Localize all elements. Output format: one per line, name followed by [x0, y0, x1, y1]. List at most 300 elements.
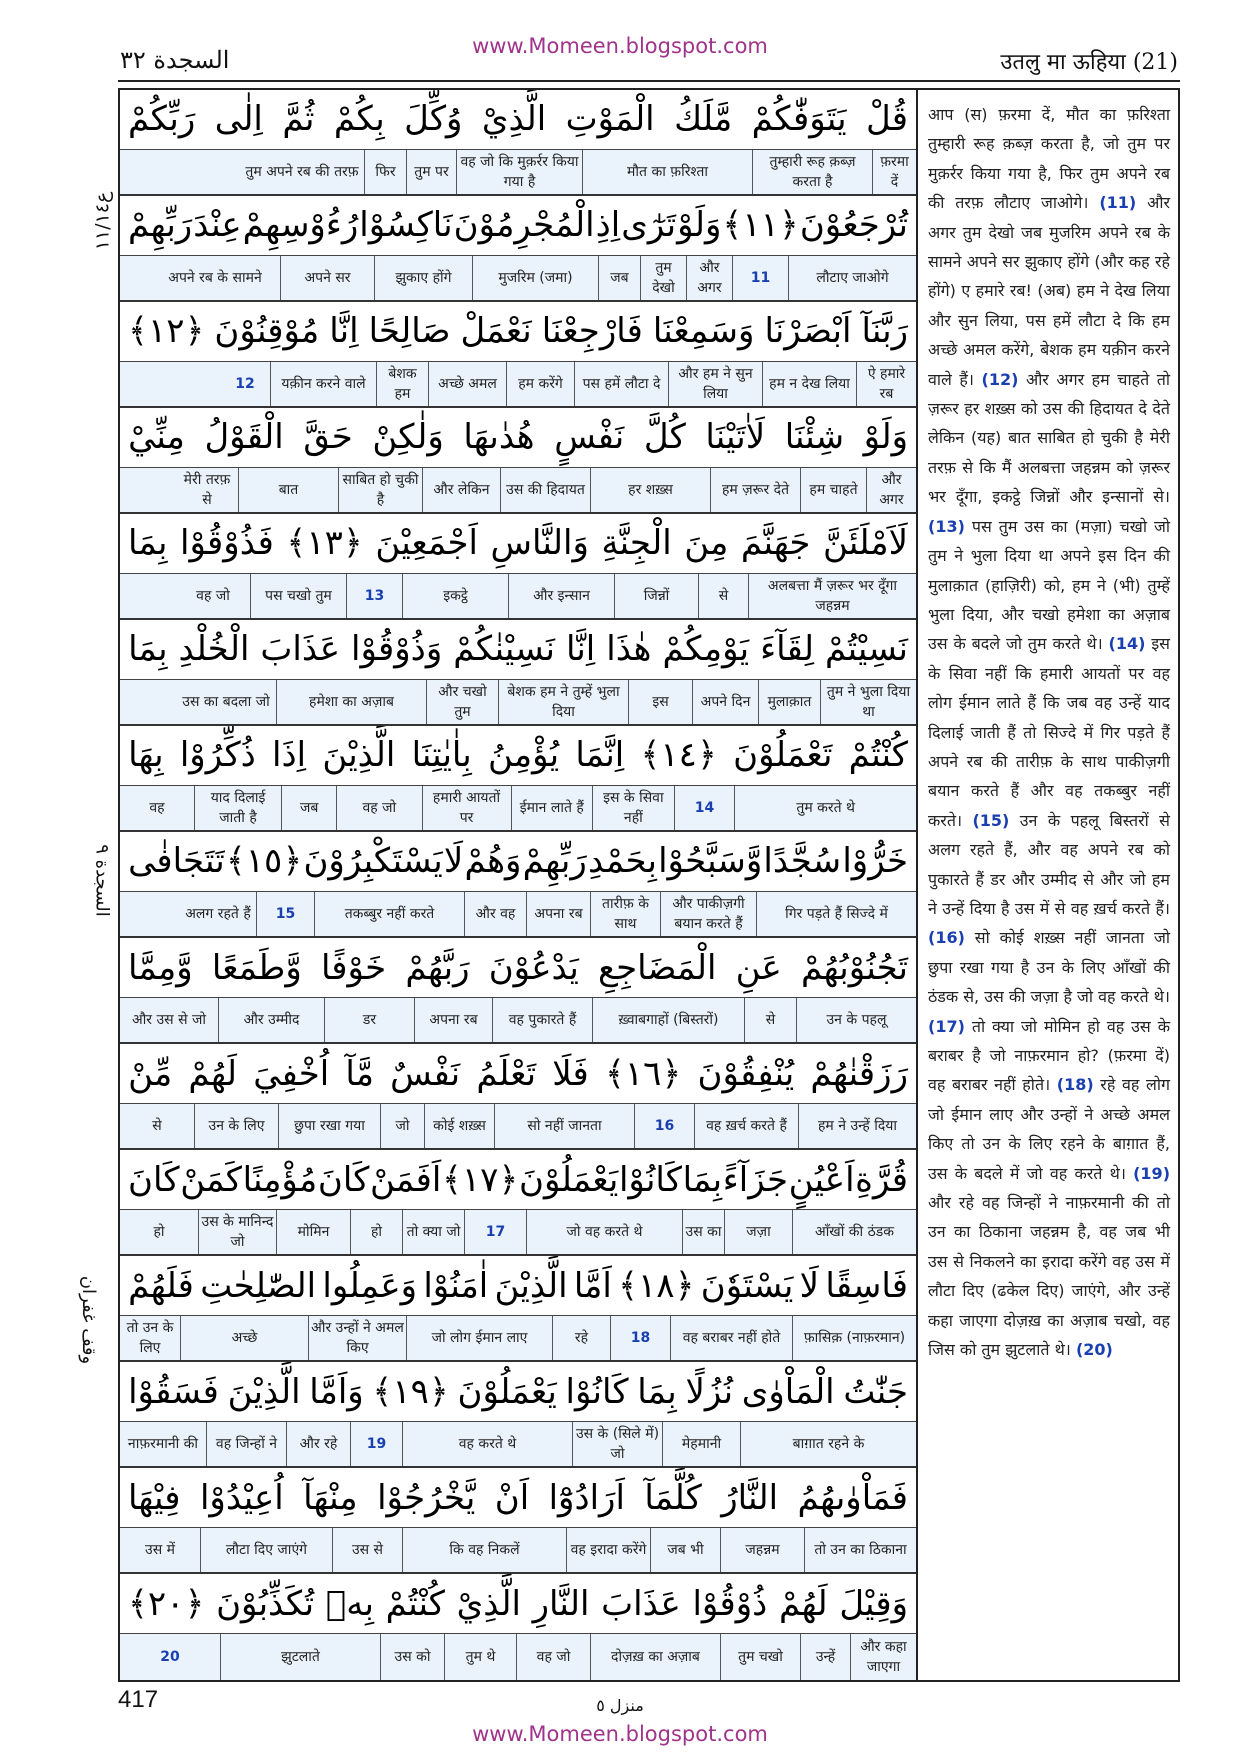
word-meaning: तो उन के लिए [126, 1320, 174, 1357]
word-meaning: मौत का फ़रिश्ता [582, 150, 752, 195]
word-meaning: तो उन का ठिकाना [804, 1528, 916, 1573]
arabic-word: تَعْلَمُ [476, 1053, 537, 1094]
arabic-word: رَبِّهِمْ [128, 205, 193, 246]
arabic-word: الْمُجْرِمُوْنَ [453, 205, 595, 246]
verse-number: (12) [981, 369, 1019, 389]
word-meaning: मुजरिम (जमा) [472, 256, 598, 301]
word-meaning: रहे [552, 1316, 610, 1361]
word-translation-row [120, 1422, 916, 1469]
word-meaning: हम न देख लिया [762, 362, 856, 407]
arabic-word: فَذُوْقُوْا [180, 523, 274, 564]
arabic-word: بِهٖ [325, 1583, 374, 1624]
arabic-word: عِنْدَ [193, 205, 242, 246]
arabic-word: فَلَهُمْ [128, 1265, 194, 1306]
arabic-word: خَوْفًا [320, 947, 387, 988]
arabic-word: فَلَا [552, 1053, 589, 1094]
word-translation-row [120, 786, 916, 833]
arabic-word: مِّنْ [128, 1053, 173, 1094]
arabic-word: اَفَمَنْ [370, 1159, 442, 1200]
arabic-word: مِنْهَآ [303, 1477, 358, 1518]
arabic-word: بِكُمْ [333, 99, 385, 140]
word-translation-row [120, 680, 916, 727]
word-meaning: पस हमें लौटा दे [574, 362, 668, 407]
arabic-word: يَسْتَكْبِرُوْنَ [303, 841, 443, 882]
word-meaning: फ़रमा दें [872, 150, 916, 195]
word-meaning: डर [324, 998, 414, 1043]
arabic-word: ﴿١٢﴾ [128, 311, 205, 352]
word-meaning: हम ने उन्हें दिया [798, 1104, 916, 1149]
arabic-word: وَّطَمَعًا [211, 947, 302, 988]
word-meaning: झुटलाते [220, 1634, 380, 1680]
arabic-word: قُرَّةِ [855, 1159, 908, 1200]
verse-number: (18) [1056, 1075, 1094, 1095]
arabic-word: نَعْمَلْ [460, 311, 532, 352]
verse-number: (16) [928, 928, 965, 948]
arabic-word: لَا [799, 1265, 820, 1306]
arabic-word: وَلٰكِنْ [372, 417, 444, 458]
word-meaning: अच्छे [180, 1316, 308, 1361]
translation-text: और रहे वह जिन्हों ने नाफ़रमानी की तो उन का ठिकाना जहन्नम है, वह जब भी उस से निकलने का इरादा करेंगे वह उस में लौटा दिए (ढकेल दिए) जाएंगे, और उन्हें कहा जाएगा दोज़ख़ का अज़ाब चखो, वह जिस को तुम झुटलाते थे। [928, 1193, 1170, 1360]
arabic-word: ذُوْقُوْا [692, 1583, 768, 1624]
arabic-word: بِمَا [682, 1159, 723, 1200]
arabic-word: اِنَّا [329, 311, 359, 352]
verse-number: 20 [160, 1649, 180, 1666]
translation-text: पस तुम उस का (मज़ा) चखो जो तुम ने भुला दिया था अपने इस दिन की मुलाक़ात (हाज़िरी) को, हम ने (भी) तुम्हें भुला दिया, और चखो हमेशा का अज़ाब उस के बदले जो तुम करते थे। [928, 516, 1170, 654]
translation-text: और अगर हम चाहते तो ज़रूर हर शख़्स को उस की हिदायत दे देते लेकिन (यह) बात साबित हो चुकी है मेरी तरफ़ से कि मैं अलबत्ता जहन्नम को ज़रूर भर दूँगा, इकट्ठे जिन्नों और इन्सानों से। [928, 369, 1170, 507]
arabic-word: وَعَمِلُوا [322, 1265, 418, 1306]
arabic-word: رُءُوْسِهِمْ [242, 205, 359, 246]
translation-text: सो कोई शख़्स नहीं जानता जो छुपा रखा गया है उन के लिए आँखों की ठंडक से, उस की जज़ा है जो वह करते थे। [928, 928, 1170, 1007]
word-meaning: उस में [145, 1542, 175, 1559]
translation-panel [918, 88, 1180, 1682]
arabic-word: لَاٰتَيْنَا [705, 417, 766, 458]
arabic-word: كَمَنْ [180, 1159, 242, 1200]
arabic-word: تُرْجَعُوْنَ [799, 205, 908, 246]
arabic-word: الَّذِيْنَ [227, 1371, 301, 1412]
word-meaning: तुम ने भुला दिया था [820, 680, 916, 725]
arabic-word: مَّلَكُ [674, 99, 733, 140]
page-number: 417 [118, 1686, 159, 1713]
juz-header: उतलु मा ऊहिया (21) [1000, 50, 1178, 75]
word-meaning: और इन्सान [508, 574, 614, 619]
word-meaning: अपने दिन [692, 680, 758, 725]
translation-text: उन के पहलू बिस्तरों से अलग रहते हैं, और वह अपने रब को पुकारते हैं डर और उम्मीद से और जो हम ने उन्हें दिया है उस में से वह ख़र्च करते हैं। [928, 810, 1170, 918]
arabic-word: مَّآ [345, 1053, 374, 1094]
word-meaning: वह जो कि मुक़र्रर किया गया है [456, 150, 582, 195]
word-meaning: जिन्नों [614, 574, 698, 619]
arabic-line [120, 832, 916, 892]
word-translation-row [120, 998, 916, 1045]
verse-number: 12 [235, 375, 255, 392]
arabic-word: ﴿١٧﴾ [441, 1159, 519, 1200]
arabic-word: لَا [443, 841, 464, 882]
word-translation-row [120, 1210, 916, 1257]
arabic-word: بِمَا [637, 1371, 677, 1412]
arabic-word: كُلَّمَآ [644, 1477, 702, 1518]
word-meaning: तुम चखो [720, 1634, 800, 1680]
word-meaning: और लेकिन [422, 468, 500, 513]
arabic-word: اِنَّمَا [575, 735, 625, 776]
arabic-word: هُدٰىهَا [463, 417, 535, 458]
arabic-line [120, 620, 916, 680]
arabic-word: بِحَمْدِ [588, 841, 657, 882]
arabic-word: اَعْيُنٍ [788, 1159, 855, 1200]
word-meaning: अपना रब [526, 892, 590, 937]
arabic-word: يَعْمَلُوْنَ [518, 1159, 619, 1200]
word-meaning: वह जो [336, 786, 421, 831]
word-translation-row [120, 468, 916, 515]
arabic-word: يُنْفِقُوْنَ [697, 1053, 795, 1094]
arabic-word: نَفْسٍ [554, 417, 625, 458]
arabic-word: نَسِيْنٰكُمْ [453, 629, 555, 670]
arabic-word: اِذَا [272, 735, 307, 776]
interlinear-panel [118, 88, 918, 1682]
arabic-word: لِقَآءَ [760, 629, 815, 670]
arabic-word: يَتَوَفّٰكُمْ [751, 99, 847, 140]
arabic-word: نَسِيْتُمْ [825, 629, 908, 670]
word-meaning: तारीफ़ के साथ [590, 892, 660, 937]
arabic-line [120, 1256, 916, 1316]
word-meaning: अपने सर [280, 256, 374, 301]
arabic-word: وَّمِمَّا [128, 947, 193, 988]
arabic-line [120, 726, 916, 786]
translation-text: इस के सिवा नहीं कि हमारी आयतों पर वह लोग ईमान लाते हैं कि जब वह उन्हें याद दिलाई जाती हैं तो सिज्दे में गिर पड़ते हैं अपने रब की तारीफ़ के साथ पाकीज़गी बयान करते हैं और वह तकब्बुर नहीं करते। [928, 634, 1170, 830]
arabic-word: مِنِّيْ [128, 417, 185, 458]
arabic-word: رَزَقْنٰهُمْ [810, 1053, 908, 1094]
word-meaning: कोई शख़्स [424, 1104, 494, 1149]
word-meaning: मुलाक़ात [758, 680, 820, 725]
word-translation-row [120, 150, 916, 197]
word-meaning: हम करेंगे [506, 362, 574, 407]
arabic-word: شِئْنَا [784, 417, 845, 458]
site-url-bottom[interactable]: www.Momeen.blogspot.com [472, 1722, 768, 1746]
word-meaning: साबित हो चुकी है [338, 468, 422, 513]
word-meaning: मोमिन [276, 1210, 350, 1255]
word-meaning: तुम पर [406, 150, 456, 195]
word-meaning: ईमान लाते हैं [511, 786, 593, 831]
word-meaning: और चखो तुम [426, 680, 498, 725]
word-meaning: लौटा दिए जाएंगे [200, 1528, 332, 1573]
arabic-word: الْقَوْلُ [204, 417, 284, 458]
word-meaning: अपना रब [414, 998, 492, 1043]
surah-header: السجدة ٣٢ [120, 46, 230, 74]
arabic-word: رَبَّهُمْ [405, 947, 470, 988]
arabic-word: عَذَابَ [260, 629, 340, 670]
word-meaning: उस को [380, 1634, 444, 1680]
word-meaning: जज़ा [724, 1210, 792, 1255]
verse-number: (17) [928, 1016, 965, 1036]
word-meaning: से [698, 574, 748, 619]
arabic-word: قُلْ [865, 99, 908, 140]
arabic-word: بِاٰيٰتِنَا [411, 735, 472, 776]
arabic-word: فِيْهَا [128, 1477, 181, 1518]
arabic-word: لَاَمْلَئَنَّ [823, 523, 908, 564]
arabic-word: ذُكِّرُوْا [179, 735, 256, 776]
word-translation-row [120, 574, 916, 621]
word-meaning: अलबत्ता मैं ज़रूर भर दूँगा जहन्नम [748, 574, 916, 619]
word-translation-row [120, 1316, 916, 1363]
word-meaning: और पाकीज़गी बयान करते हैं [660, 892, 756, 937]
word-meaning: छुपा रखा गया [278, 1104, 380, 1149]
word-meaning: उस का [682, 1210, 724, 1255]
arabic-word: رَبَّنَآ [861, 311, 908, 352]
word-meaning: फिर [364, 150, 406, 195]
arabic-line [120, 1150, 916, 1210]
word-meaning: वह जो [516, 1634, 590, 1680]
word-meaning: जब [598, 256, 640, 301]
word-meaning: मेरी तरफ़ से [183, 471, 231, 508]
arabic-word: اِنَّا [565, 629, 596, 670]
arabic-word: اٰمَنُوْا [423, 1265, 489, 1306]
arabic-word: فَمَاْوٰىهُمُ [797, 1477, 908, 1518]
word-meaning: बेशक हम ने तुम्हें भुला दिया [498, 680, 628, 725]
word-meaning: हमारी आयतों पर [422, 786, 511, 831]
arabic-word: مِنَ [684, 523, 729, 564]
arabic-line [120, 1044, 916, 1104]
arabic-word: الَّذِيْنَ [494, 1265, 568, 1306]
arabic-word: بِهَا [128, 735, 164, 776]
arabic-word: حَقَّ [303, 417, 353, 458]
word-meaning: फ़ासिक़ (नाफ़रमान) [792, 1316, 916, 1361]
arabic-word: اَنْ [494, 1477, 530, 1518]
word-meaning: और वह [464, 892, 526, 937]
word-translation-row [120, 256, 916, 303]
arabic-word: بِمَا [128, 629, 168, 670]
word-meaning: तुम करते थे [734, 786, 916, 831]
word-meaning: और रहे [286, 1422, 350, 1467]
arabic-word: ﴿١٦﴾ [604, 1053, 682, 1094]
site-url-top[interactable]: www.Momeen.blogspot.com [472, 34, 768, 58]
word-meaning: हम ज़रूर देते [710, 468, 800, 513]
word-meaning: वह [149, 799, 165, 816]
word-meaning: हो [350, 1210, 402, 1255]
verse-number: (15) [972, 810, 1010, 830]
word-meaning: लौटाए जाओगे [788, 256, 916, 301]
arabic-line [120, 938, 916, 998]
verse-number: (11) [1099, 193, 1137, 213]
arabic-word: وَقِيْلَ [839, 1583, 908, 1624]
word-meaning: इकट्ठे [402, 574, 508, 619]
word-meaning: इस [628, 680, 692, 725]
arabic-word: يُؤْمِنُ [487, 735, 560, 776]
arabic-line [120, 514, 916, 574]
arabic-line [120, 1574, 916, 1634]
word-meaning: जहन्नम [720, 1528, 804, 1573]
arabic-word: نُزُلًا [685, 1371, 734, 1412]
arabic-word: ﴿١٥﴾ [225, 841, 303, 882]
word-meaning: जब भी [650, 1528, 720, 1573]
arabic-word: صَالِحًا [368, 311, 451, 352]
arabic-word: جَنّٰتُ [843, 1371, 908, 1412]
arabic-line [120, 1362, 916, 1422]
arabic-word: الَّذِيْ [481, 99, 547, 140]
arabic-word: تَجُنُوْبُهُمْ [801, 947, 908, 988]
arabic-word: ﴿١١﴾ [722, 205, 799, 246]
verse-number: 11 [732, 256, 788, 301]
arabic-word: وَهُمْ [464, 841, 522, 882]
word-meaning: जो वह करते थे [526, 1210, 682, 1255]
word-translation-row [120, 1104, 916, 1151]
verse-number: 17 [464, 1210, 526, 1255]
word-translation-row [120, 1634, 916, 1680]
arabic-word: وَذُوْقُوْا [351, 629, 443, 670]
arabic-word: اُعِيْدُوْا [199, 1477, 284, 1518]
arabic-word: اَبْصَرْنَا [764, 311, 852, 352]
arabic-word: فَارْجِعْنَا [541, 311, 643, 352]
word-meaning: वह बराबर नहीं होते [670, 1316, 792, 1361]
word-meaning: उस से [332, 1528, 402, 1573]
arabic-line [120, 408, 916, 468]
verse-number: (20) [1075, 1340, 1113, 1360]
translation-text: आप (स) फ़रमा दें, मौत का फ़रिश्ता तुम्हारी रूह क़ब्ज़ करता है, जो तुम पर मुक़र्रर किया गया है, फिर तुम अपने रब की तरफ़ लौटाए जाओगे। [928, 105, 1170, 213]
arabic-word: ﴿١٩﴾ [372, 1371, 449, 1412]
word-meaning: तुम देखो [640, 256, 686, 301]
word-meaning: वह जो [196, 587, 230, 604]
word-meaning: जो लोग ईमान लाए [406, 1316, 552, 1361]
arabic-word: الَّذِيْنَ [322, 735, 396, 776]
word-meaning: नाफ़रमानी की [127, 1436, 199, 1453]
arabic-word: ﴿١٣﴾ [286, 523, 363, 564]
arabic-word: اَجْمَعِيْنَ [375, 523, 478, 564]
arabic-word: اِذِ [595, 205, 621, 246]
word-meaning: और हम ने सुन लिया [668, 362, 762, 407]
arabic-word: وَالنَّاسِ [490, 523, 589, 564]
arabic-word: تَرٰٓى [621, 205, 677, 246]
translation-text: रहे वह लोग जो ईमान लाए और उन्हों ने अच्छे अमल किए तो उन के लिए रहने के बाग़ात हैं, उस के बदले में जो वह करते थे। [928, 1075, 1170, 1183]
waqf-marker: وقف غفران [78, 1275, 100, 1365]
word-meaning: बाग़ात रहने के [740, 1422, 916, 1467]
arabic-word: اِلٰى [214, 99, 263, 140]
arabic-word: تُكَذِّبُوْنَ [216, 1583, 315, 1624]
arabic-word: الْمَوْتِ [565, 99, 655, 140]
word-meaning: से [152, 1118, 162, 1135]
translation-text: तो क्या जो मोमिन हो वह उस के बराबर है जो नाफ़रमान हो? (फ़रमा दें) वह बराबर नहीं होते। [928, 1016, 1170, 1095]
verse-number: 13 [346, 574, 402, 619]
arabic-word: الْخُلْدِ [178, 629, 250, 670]
verse-number: 18 [610, 1316, 670, 1361]
arabic-word: الَّذِيْ [456, 1583, 521, 1624]
arabic-word: تَعْمَلُوْنَ [733, 735, 833, 776]
arabic-word: لَهُمْ [188, 1053, 238, 1094]
word-meaning: पस चखो तुम [250, 574, 346, 619]
arabic-word: وُكِّلَ [404, 99, 463, 140]
arabic-word: كُنْتُمْ [848, 735, 908, 776]
word-meaning: उन के लिए [194, 1104, 278, 1149]
word-meaning: सो नहीं जानता [494, 1104, 634, 1149]
arabic-word: كَانُوْا [565, 1371, 629, 1412]
arabic-word: كَانَ [317, 1159, 370, 1200]
word-meaning: वह ख़र्च करते हैं [694, 1104, 798, 1149]
arabic-word: عَذَابَ [601, 1583, 681, 1624]
arabic-word: نَاكِسُوْا [359, 205, 453, 246]
arabic-word: اُخْفِيَ [253, 1053, 330, 1094]
arabic-word: يَوْمِكُمْ [662, 629, 750, 670]
word-meaning: इस के सिवा नहीं [592, 786, 674, 831]
word-meaning: तुम थे [444, 1634, 516, 1680]
word-meaning: ख़्वाबगाहों (बिस्तरों) [592, 998, 744, 1043]
arabic-word: مُوْقِنُوْنَ [214, 311, 320, 352]
word-meaning: जो [380, 1104, 424, 1149]
word-meaning: यक़ीन करने वाले [270, 362, 376, 407]
arabic-line [120, 1468, 916, 1528]
header-divider [118, 80, 1180, 82]
word-meaning: ऐ हमारे रब [856, 362, 916, 407]
arabic-word: النَّارُ [721, 1477, 779, 1518]
arabic-word: اَمَّا [573, 1265, 612, 1306]
word-meaning: हमेशा का अज़ाब [276, 680, 426, 725]
word-meaning: और उस से जो [131, 1012, 206, 1029]
word-meaning: हम चाहते [800, 468, 866, 513]
arabic-line [120, 90, 916, 150]
arabic-word: ﴿٢٠﴾ [128, 1583, 205, 1624]
arabic-word: ﴿١٨﴾ [618, 1265, 695, 1306]
word-meaning: अच्छे अमल [428, 362, 506, 407]
arabic-word: هٰذَا [606, 629, 652, 670]
word-translation-row [120, 892, 916, 939]
arabic-word: جَزَآءً [722, 1159, 788, 1200]
word-meaning: हर शख़्स [590, 468, 710, 513]
arabic-word: كَانَ [128, 1159, 180, 1200]
verse-number: (14) [1108, 634, 1146, 654]
arabic-word: فَسَقُوْا [128, 1371, 219, 1412]
word-meaning: और अगर [686, 256, 732, 301]
word-meaning: और उन्हों ने अमल किए [308, 1316, 406, 1361]
word-meaning: से [744, 998, 796, 1043]
word-meaning: तुम्हारी रूह क़ब्ज़ करता है [752, 150, 872, 195]
word-meaning: जब [281, 786, 336, 831]
verse-number: (19) [1133, 1163, 1170, 1183]
arabic-word: الصّٰلِحٰتِ [200, 1265, 317, 1306]
word-meaning: दोज़ख़ का अज़ाब [590, 1634, 720, 1680]
arabic-word: وَسَمِعْنَا [652, 311, 755, 352]
word-translation-row [120, 1528, 916, 1575]
arabic-word: رَبِّكُمْ [128, 99, 196, 140]
word-meaning: उस का बदला जो [182, 693, 270, 710]
word-meaning: याद दिलाई जाती है [194, 786, 281, 831]
arabic-word: يَّخْرُجُوْا [377, 1477, 476, 1518]
word-meaning: उस के (सिले में) जो [572, 1422, 662, 1467]
arabic-word: اَرَادُوْٓا [548, 1477, 625, 1518]
word-meaning: वह करते थे [402, 1422, 572, 1467]
arabic-word: وَلَوْ [863, 417, 908, 458]
arabic-word: يَدْعُوْنَ [488, 947, 579, 988]
word-meaning: वह इरादा करेंगे [566, 1528, 650, 1573]
arabic-word: وَلَوْ [677, 205, 722, 246]
arabic-word: كُلَّ [643, 417, 686, 458]
word-meaning: बात [238, 468, 338, 513]
arabic-word: يَسْتَوٗنَ [700, 1265, 794, 1306]
arabic-word: الْمَاْوٰى [741, 1371, 835, 1412]
word-meaning: और अगर [866, 468, 916, 513]
arabic-word: تَتَجَافٰى [128, 841, 225, 882]
arabic-word: يَعْمَلُوْنَ [457, 1371, 557, 1412]
word-meaning: उस के मानिन्द जो [198, 1210, 276, 1255]
arabic-word: بِمَا [128, 523, 168, 564]
word-meaning: बेशक हम [376, 362, 428, 407]
arabic-word: خَرُّوْا [842, 841, 908, 882]
word-meaning: उस की हिदायत [500, 468, 590, 513]
arabic-word: ﴿١٤﴾ [640, 735, 717, 776]
arabic-word: وَاَمَّا [309, 1371, 364, 1412]
arabic-word: الْجِنَّةِ [601, 523, 672, 564]
word-meaning: झुकाए होंगे [374, 256, 472, 301]
arabic-word: ثُمَّ [282, 99, 315, 140]
word-meaning: उन के पहलू [796, 998, 916, 1043]
word-meaning: तुम अपने रब की तरफ़ [245, 163, 359, 180]
word-meaning: गिर पड़ते हैं सिज्दे में [756, 892, 916, 937]
arabic-word: جَهَنَّمَ [740, 523, 811, 564]
word-meaning: तकब्बुर नहीं करते [314, 892, 464, 937]
